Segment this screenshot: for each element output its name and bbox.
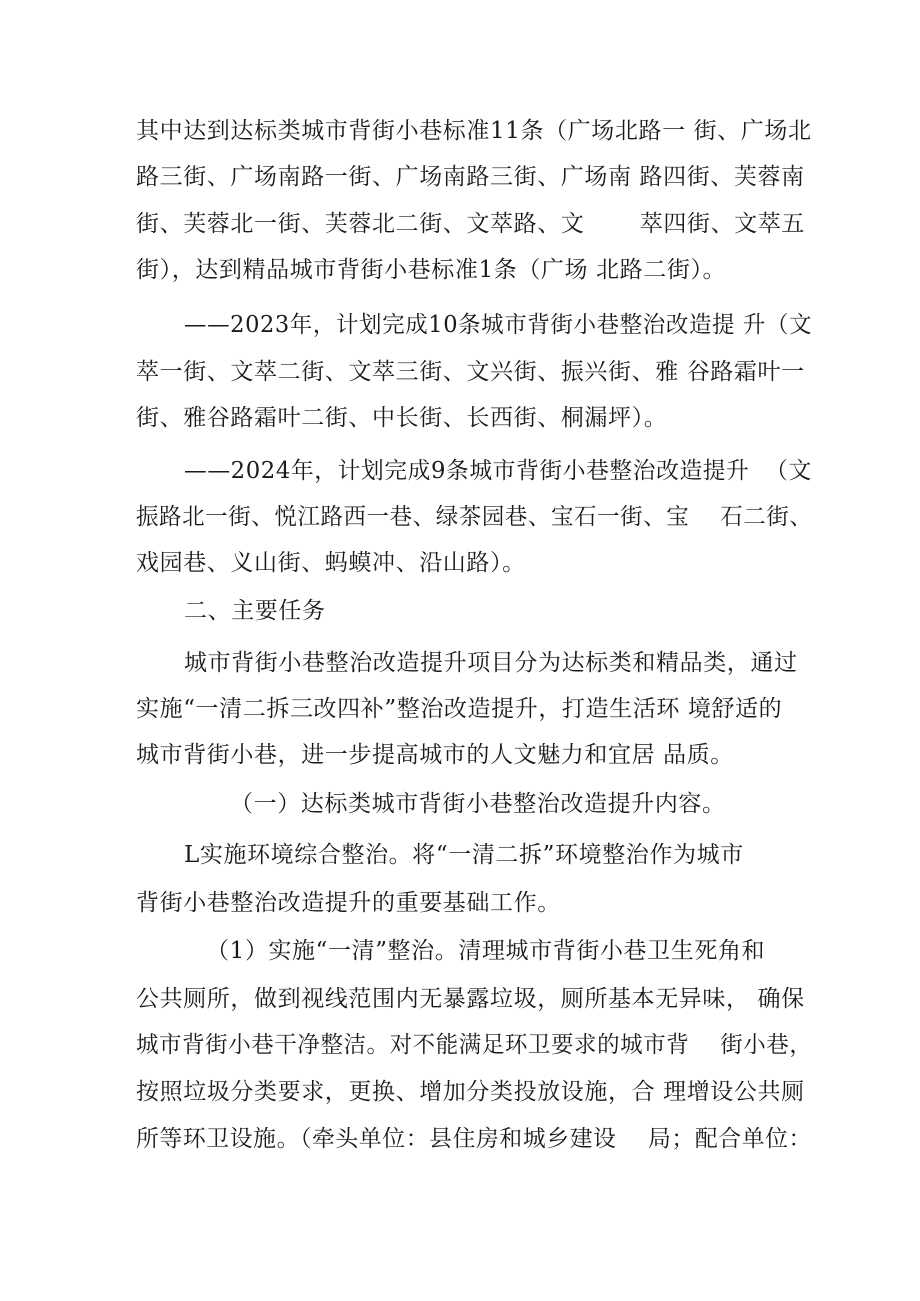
text-line: 萃一街、文萃二街、文萃三街、文兴街、振兴街、雅 谷路霜叶一	[136, 359, 805, 385]
text-line: 所等环卫设施。（牵头单位：县住房和城乡建设 局；配合单位：	[136, 1126, 812, 1152]
text-line: 实施“一清二拆三改四补”整治改造提升，打造生活环 境舒适的	[136, 696, 783, 722]
text-line: （1）实施“一清”整治。清理城市背街小巷卫生死角和	[206, 938, 766, 964]
text-line: 路三街、广场南路一街、广场南路三街、广场南 路四街、芙蓉南	[136, 164, 805, 190]
text-line: 振路北一街、悦江路西一巷、绿茶园巷、宝石一街、宝 石二街、	[136, 504, 813, 530]
text-line: 街），达到精品城市背街小巷标准1条（广场 北路二街）。	[136, 257, 727, 283]
text-line: ——2023年，计划完成10条城市背街小巷整治改造提 升（文	[184, 312, 813, 338]
text-line: 背街小巷整治改造提升的重要基础工作。	[136, 890, 561, 916]
text-line: 其中达到达标类城市背街小巷标准11条（广场北路一 街、广场北	[136, 118, 812, 144]
text-line: ——2024年，计划完成9条城市背街小巷整治改造提升 （文	[184, 458, 812, 484]
text-line: 城市背街小巷，进一步提高城市的人文魅力和宜居 品质。	[136, 742, 734, 768]
subsection-heading: （一）达标类城市背街小巷整治改造提升内容。	[230, 791, 726, 817]
text-line: 城市背街小巷整治改造提升项目分为达标类和精品类，通过	[184, 650, 798, 676]
section-heading: 二、主要任务	[184, 598, 326, 624]
text-line: 城市背街小巷干净整洁。对不能满足环卫要求的城市背 街小巷，	[136, 1032, 813, 1058]
text-line: 街、芙蓉北一街、芙蓉北二街、文萃路、文 萃四街、文萃五	[136, 211, 805, 237]
text-line: L实施环境综合整治。将“一清二拆”环境整治作为城市	[184, 842, 744, 868]
text-line: 公共厕所，做到视线范围内无暴露垃圾，厕所基本无异味， 确保	[136, 986, 805, 1012]
text-line: 街、雅谷路霜叶二街、中长街、长西街、桐漏坪）。	[136, 405, 668, 431]
text-line: 按照垃圾分类要求，更换、增加分类投放设施，合 理增设公共厕	[136, 1079, 805, 1105]
text-line: 戏园巷、义山街、蚂蟆冲、沿山路）。	[136, 550, 526, 576]
